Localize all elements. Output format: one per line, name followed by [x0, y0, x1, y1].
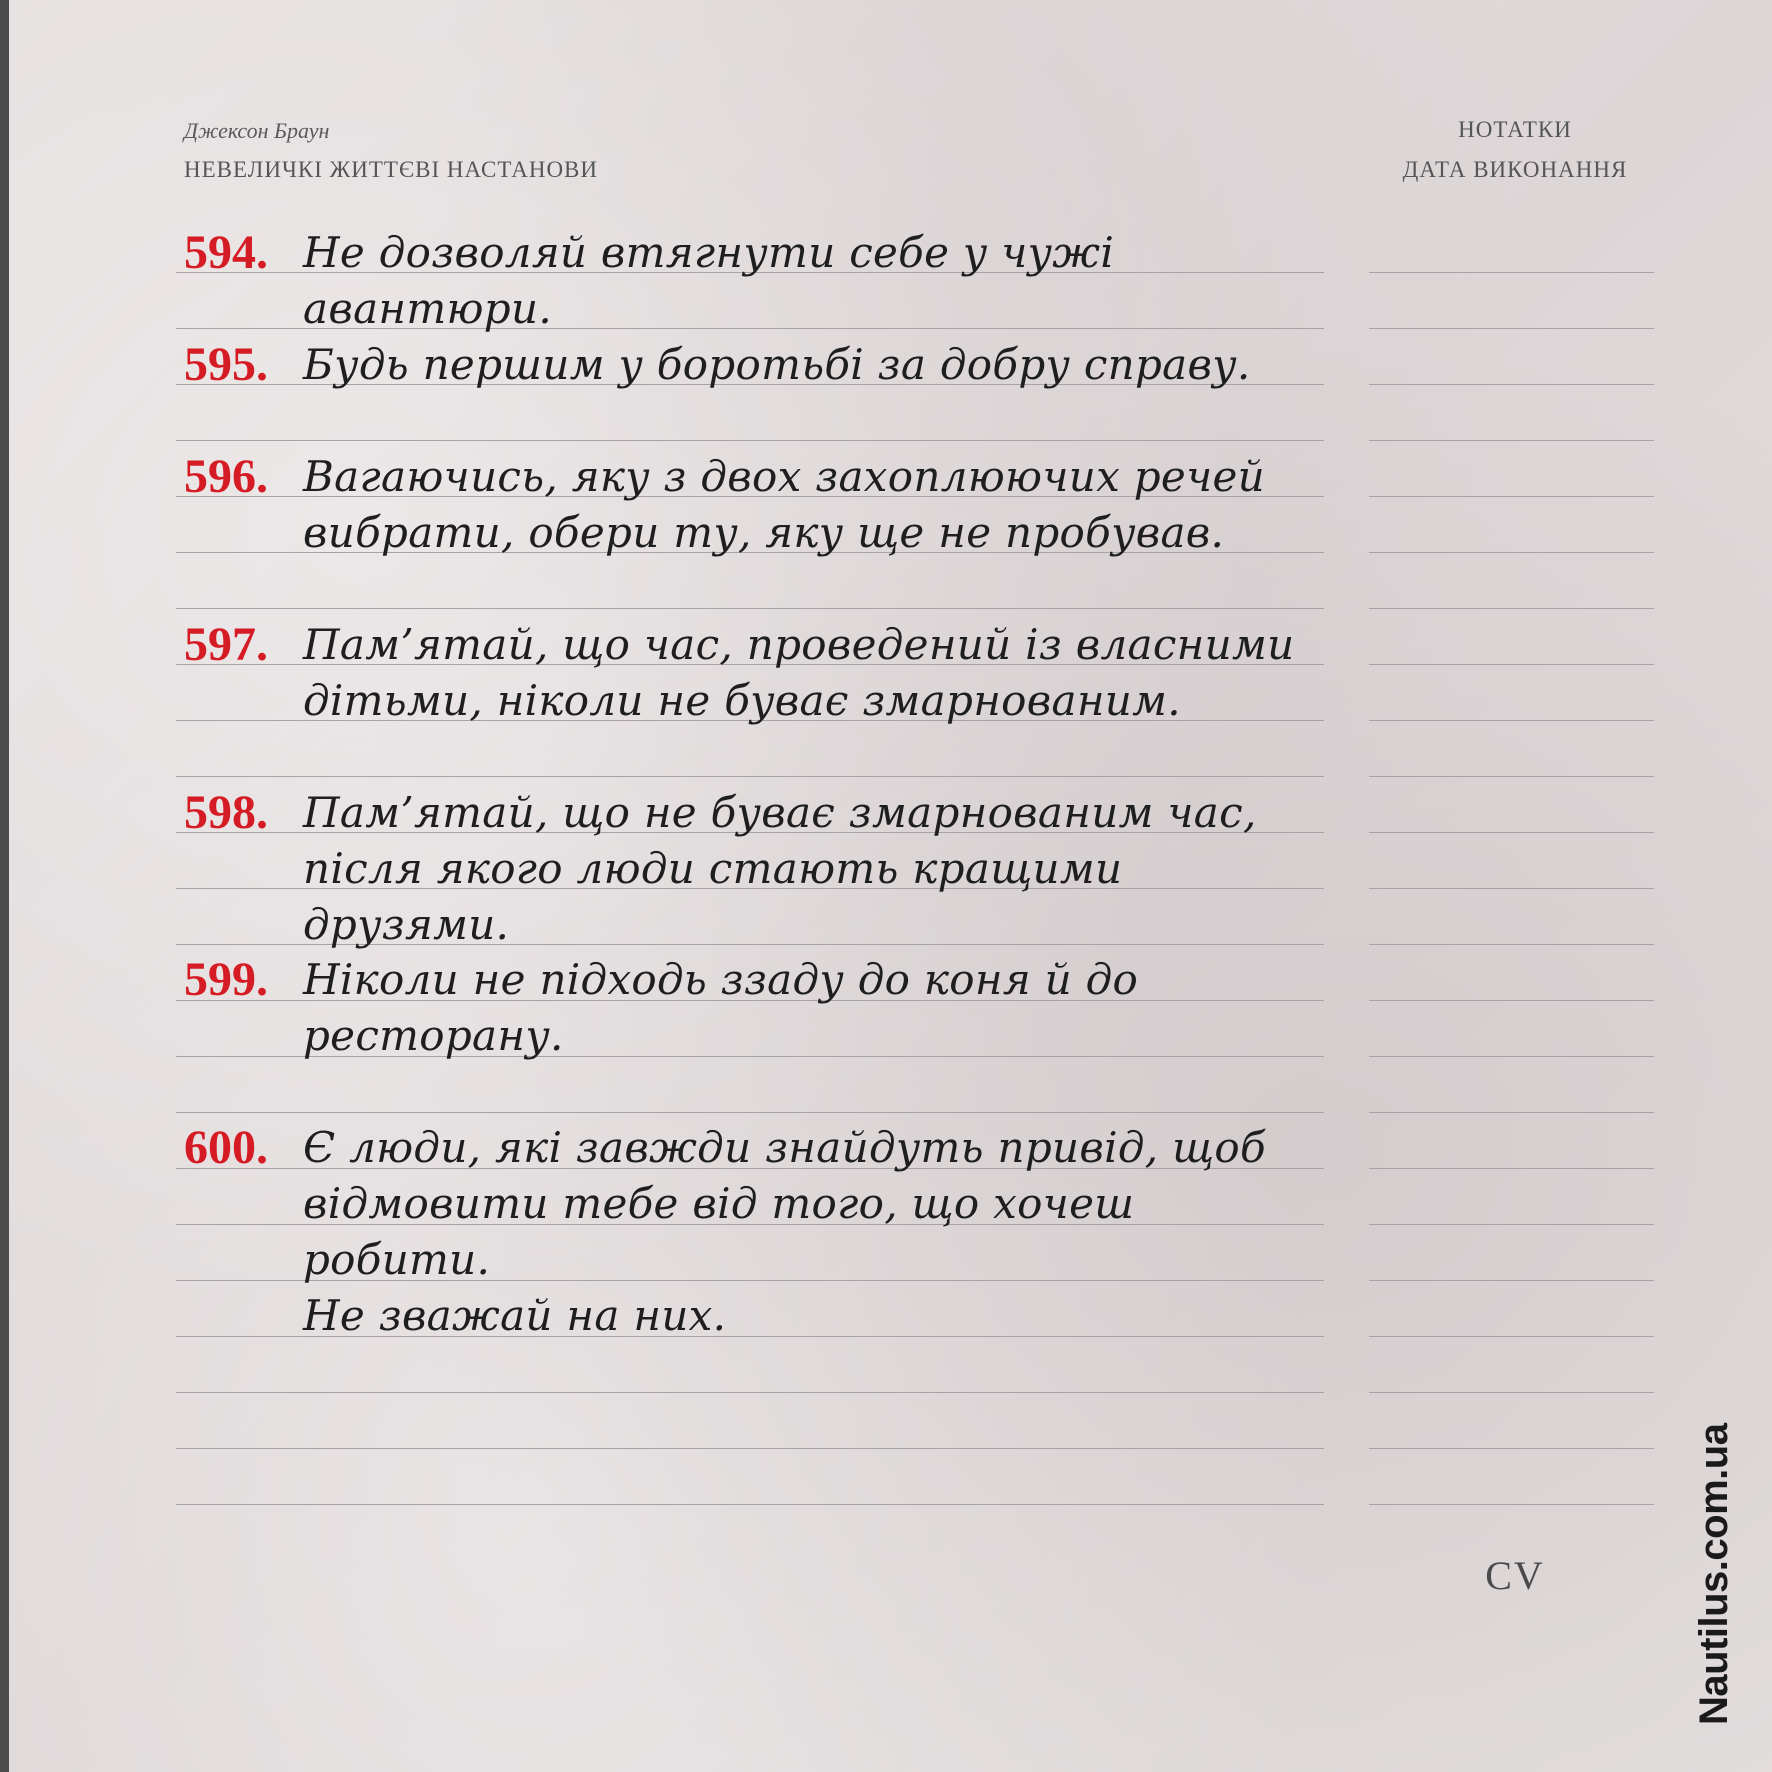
- entry-text: Не дозволяй втягнути себе у чужі авантюри.: [303, 228, 1115, 333]
- entry-text: [303, 952, 1323, 1064]
- entry-line: дітьми, ніколи не буває змарнованим.: [303, 676, 1181, 725]
- notes-ruled-line: [1369, 608, 1654, 609]
- entry-number: 595.: [184, 338, 268, 391]
- notes-ruled-line: [1369, 664, 1654, 665]
- notes-ruled-line: [1369, 1280, 1654, 1281]
- entry-line: Вагаючись, яку з двох захоплюючих речей: [303, 452, 1266, 501]
- notes-ruled-line: [1369, 1504, 1654, 1505]
- ruled-line: [176, 1504, 1324, 1505]
- author-name: Джексон Браун: [184, 118, 330, 143]
- notes-ruled-line: [1369, 1168, 1654, 1169]
- page-edge: [0, 0, 9, 1772]
- entry-line: після якого люди стають кращими друзями.: [303, 844, 1123, 949]
- entry-text: [303, 449, 1323, 561]
- notes-ruled-line: [1369, 384, 1654, 385]
- entry-number: 597.: [184, 618, 268, 671]
- notes-ruled-line: [1369, 832, 1654, 833]
- notes-ruled-line: [1369, 1000, 1654, 1001]
- entry-line: відмовити тебе від того, що хочеш робити.: [303, 1179, 1135, 1284]
- ruled-line: [176, 776, 1324, 777]
- entry-number: 594.: [184, 226, 268, 279]
- notes-ruled-line: [1369, 720, 1654, 721]
- ruled-line: [176, 1112, 1324, 1113]
- notes-ruled-line: [1369, 440, 1654, 441]
- entry-line: Пам’ятай, що не буває змарнованим час,: [303, 788, 1257, 837]
- entry-number: 599.: [184, 953, 268, 1006]
- notes-ruled-line: [1369, 328, 1654, 329]
- entry-text: [303, 617, 1323, 729]
- notes-ruled-line: [1369, 1056, 1654, 1057]
- notes-ruled-line: [1369, 944, 1654, 945]
- entry-line: Пам’ятай, що час, проведений із власними: [303, 620, 1295, 669]
- ruled-line: [176, 1448, 1324, 1449]
- notes-ruled-line: [1369, 776, 1654, 777]
- entry-line: Не зважай на них.: [303, 1291, 727, 1340]
- entry-text: Будь першим у боротьбі за добру справу.: [303, 340, 1251, 389]
- notes-ruled-line: [1369, 272, 1654, 273]
- entry-text: [303, 785, 1323, 953]
- notes-ruled-line: [1369, 1336, 1654, 1337]
- notes-ruled-line: [1369, 888, 1654, 889]
- notes-ruled-line: [1369, 1448, 1654, 1449]
- notes-ruled-line: [1369, 1392, 1654, 1393]
- site-watermark: Nautilus.com.ua: [1692, 1423, 1736, 1725]
- entry-text: [303, 1120, 1323, 1344]
- date-column-label: ДАТА ВИКОНАННЯ: [1402, 157, 1628, 182]
- ruled-line: [176, 1392, 1324, 1393]
- notes-ruled-line: [1369, 1112, 1654, 1113]
- notes-ruled-line: [1369, 496, 1654, 497]
- ruled-line: [176, 440, 1324, 441]
- book-title: НЕВЕЛИЧКІ ЖИТТЄВІ НАСТАНОВИ: [184, 157, 599, 182]
- entry-line: ресторану.: [303, 1011, 564, 1060]
- page-number: CV: [1485, 1553, 1545, 1598]
- entry-number: 600.: [184, 1121, 268, 1174]
- notes-ruled-line: [1369, 1224, 1654, 1225]
- notes-ruled-line: [1369, 552, 1654, 553]
- entry-number: 596.: [184, 450, 268, 503]
- entry-line: Ніколи не підходь ззаду до коня й до: [303, 955, 1139, 1004]
- notes-column-label: НОТАТКИ: [1458, 117, 1572, 142]
- entry-line: вибрати, обери ту, яку ще не пробував.: [303, 508, 1225, 557]
- entry-number: 598.: [184, 786, 268, 839]
- entry-line: Є люди, які завжди знайдуть привід, щоб: [303, 1123, 1266, 1172]
- ruled-line: [176, 608, 1324, 609]
